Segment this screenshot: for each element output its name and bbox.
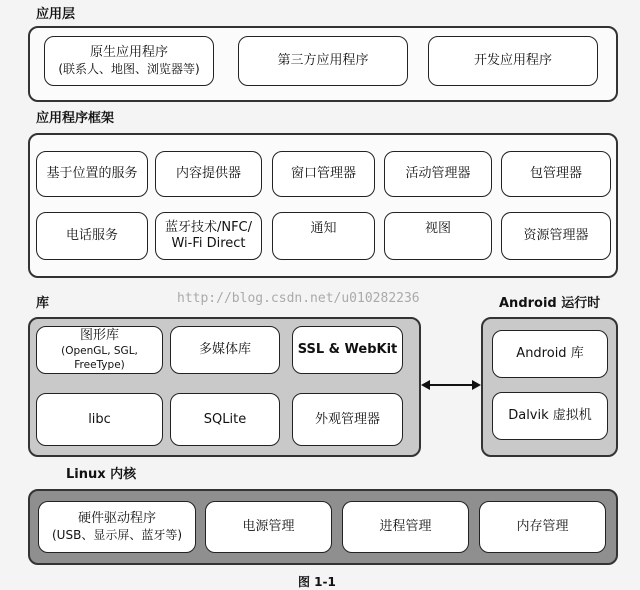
- native-apps-title: 原生应用程序: [89, 45, 168, 60]
- power-management-label: 电源管理: [242, 519, 295, 534]
- dev-apps-box: [428, 36, 598, 86]
- application-layer-title: 应用层: [36, 7, 76, 22]
- bluetooth-nfc-box: [155, 212, 262, 260]
- package-manager-box: [501, 151, 611, 197]
- location-service-box: [36, 151, 148, 197]
- view-box: [384, 212, 492, 260]
- graphics-library-box: [36, 326, 163, 374]
- sqlite-box: [170, 393, 280, 446]
- dev-apps-title: 开发应用程序: [473, 53, 552, 68]
- media-library-box: [170, 326, 280, 374]
- view-label: 视图: [424, 221, 451, 236]
- location-service-label: 基于位置的服务: [46, 166, 138, 181]
- notification-box: [272, 212, 375, 260]
- dalvik-vm-label: Dalvik 虚拟机: [508, 408, 592, 423]
- media-library-label: 多媒体库: [198, 342, 251, 357]
- sqlite-label: SQLite: [203, 411, 247, 427]
- window-manager-box: [272, 151, 375, 197]
- third-party-apps-title: 第三方应用程序: [277, 53, 369, 68]
- watermark-text: http://blog.csdn.net/u010282236: [177, 291, 420, 306]
- graphics-library-components: (OpenGL, SGL, FreeType): [61, 345, 138, 371]
- process-management-box: [342, 501, 469, 553]
- notification-label: 通知: [310, 221, 337, 236]
- power-management-box: [205, 501, 332, 553]
- window-manager-label: 窗口管理器: [290, 166, 356, 181]
- framework-layer-title: 应用程序框架: [36, 111, 115, 126]
- hardware-drivers-box: [38, 501, 196, 553]
- activity-manager-box: [384, 151, 492, 197]
- hardware-drivers-label: 硬件驱动程序: [77, 511, 156, 526]
- memory-management-label: 内存管理: [516, 519, 569, 534]
- process-management-label: 进程管理: [379, 519, 432, 534]
- native-apps-examples: (联系人、地图、浏览器等): [58, 62, 200, 76]
- resource-manager-box: [501, 212, 611, 260]
- android-library-label: Android 库: [516, 346, 584, 361]
- graphics-library-label: 图形库: [79, 328, 119, 343]
- content-provider-box: [155, 151, 262, 197]
- activity-manager-label: 活动管理器: [405, 166, 471, 181]
- wifi-direct-label: Wi-Fi Direct: [171, 236, 246, 251]
- libc-label: libc: [88, 411, 111, 427]
- telephony-service-label: 电话服务: [65, 228, 118, 243]
- kernel-layer-title: Linux 内核: [66, 467, 137, 482]
- bidirectional-arrow: [421, 378, 481, 392]
- native-apps-box: [44, 36, 214, 86]
- figure-caption: 图 1-1: [298, 575, 336, 589]
- resource-manager-label: 资源管理器: [523, 228, 589, 243]
- library-layer-title: 库: [36, 296, 50, 311]
- libc-box: [36, 393, 163, 446]
- hardware-drivers-examples: (USB、显示屏、蓝牙等): [52, 528, 182, 542]
- third-party-apps-box: [238, 36, 408, 86]
- surface-manager-label: 外观管理器: [314, 411, 380, 427]
- ssl-webkit-label: SSL & WebKit: [297, 342, 398, 357]
- content-provider-label: 内容提供器: [175, 166, 241, 181]
- telephony-service-box: [36, 212, 148, 260]
- bluetooth-nfc-label: 蓝牙技术/NFC/: [164, 220, 253, 235]
- ssl-webkit-box: [292, 326, 403, 374]
- memory-management-box: [479, 501, 606, 553]
- runtime-layer-title: Android 运行时: [499, 296, 601, 311]
- android-library-box: [492, 330, 608, 378]
- package-manager-label: 包管理器: [529, 166, 582, 181]
- surface-manager-box: [292, 393, 403, 446]
- dalvik-vm-box: [492, 392, 608, 440]
